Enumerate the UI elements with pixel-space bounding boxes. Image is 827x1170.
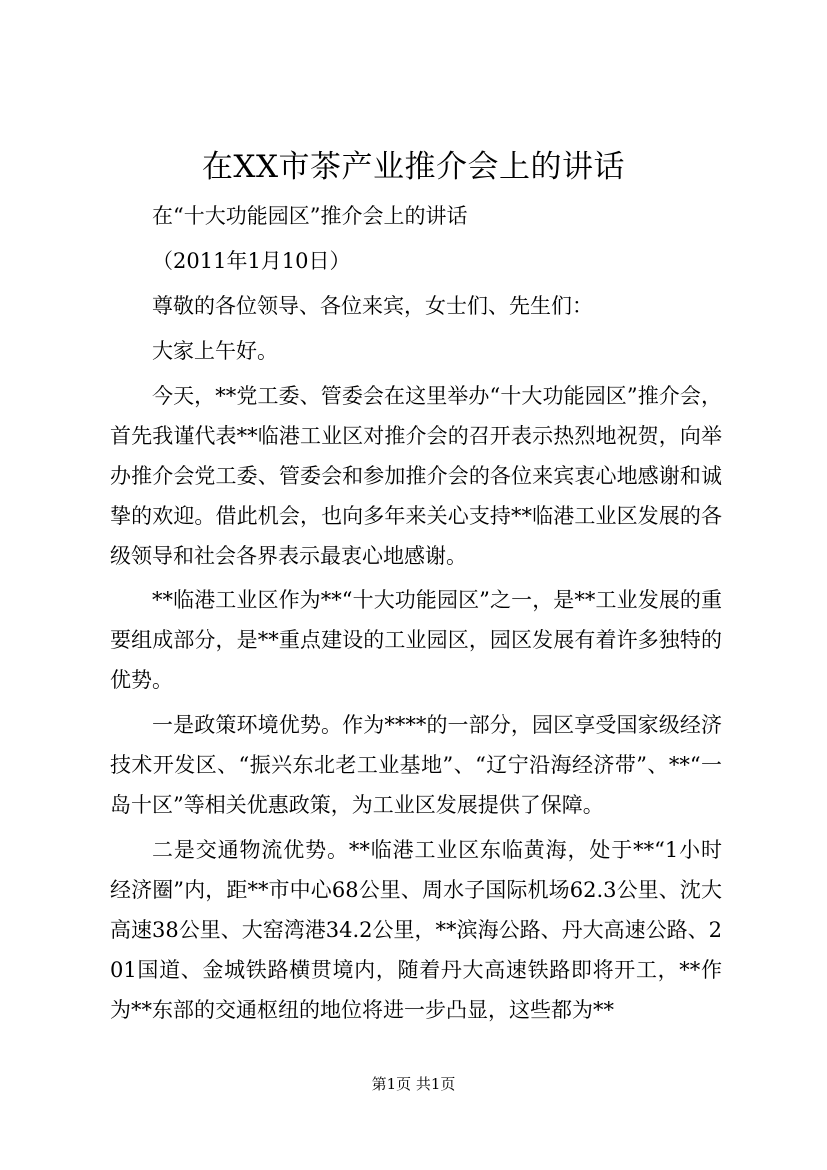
document-body	[110, 196, 722, 1035]
paragraph-greeting: 大家上午好。	[152, 338, 278, 363]
paragraph-subtitle: 在“十大功能园区”推介会上的讲话	[152, 204, 468, 228]
paragraph-introduction: **临港工业区作为**“十大功能园区”之一，是**工业发展的重要组成部分，是**重点建设的工业园区，园区发展有着许多独特的优势。	[110, 588, 722, 693]
paragraph-policy-advantage: 一是政策环境优势。作为****的一部分，园区享受国家级经济技术开发区、“振兴东北老工业基地”、“辽宁沿海经济带”、**“一岛十区”等相关优惠政策，为工业区发展提供了保障。	[110, 713, 722, 818]
paragraph-opening: 今天，**党工委、管委会在这里举办“十大功能园区”推介会，首先我谨代表**临港工业区对推介会的召开表示热烈地祝贺，向举办推介会党工委、管委会和参加推介会的各位来宾衷心地感谢和诚挚的欢迎。借此机会，也向多年来关心支持**临港工业区发展的各级领导和社会各界表示最衷心地感谢。	[110, 383, 722, 568]
document-title: 在XX市茶产业推介会上的讲话	[201, 149, 626, 185]
paragraph-salutation: 尊敬的各位领导、各位来宾，女士们、先生们：	[152, 293, 593, 318]
paragraph-transport-advantage: 二是交通物流优势。**临港工业区东临黄海，处于**“1小时经济圈”内，距**市中心68公里、周水子国际机场62.3公里、沈大高速38公里、大窑湾港34.2公里，**滨海公路、丹大高速公路、201国道、金城铁路横贯境内，随着丹大高速铁路即将开工，**作为**东部的交通枢纽的地位将进一步凸显，这些都为**	[110, 838, 722, 1023]
page-number-footer: 第1页 共1页	[371, 1075, 456, 1093]
paragraph-date: （2011年1月10日）	[152, 248, 351, 273]
